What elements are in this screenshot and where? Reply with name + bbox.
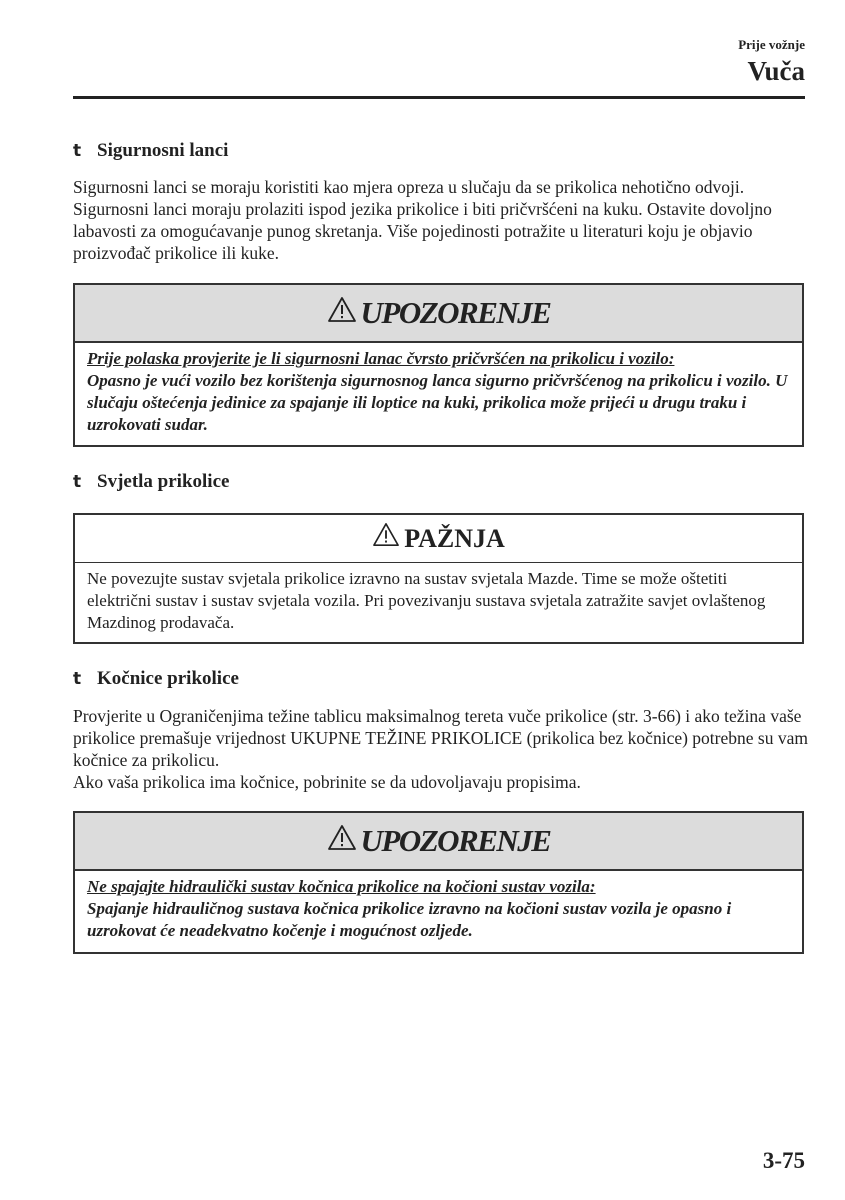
caution-box-header xyxy=(75,515,802,563)
warning-text: Spajanje hidrauličnog sustava kočnica prikolice izravno na kočioni sustav vozila je opasno i uzrokovat će neadekvatno kočenje i mogućnost ozljede. xyxy=(87,899,732,940)
warning-title: UPOZORENJE xyxy=(360,295,551,330)
header-section-label: Prije vožnje xyxy=(738,37,805,52)
warning-title: UPOZORENJE xyxy=(360,823,551,858)
section-bullet: t xyxy=(73,669,82,689)
warning-box-brakes xyxy=(73,811,804,954)
chains-paragraph: Sigurnosni lanci se moraju koristiti kao mjera opreza u slučaju da se prikolica nehotično odvoji. Sigurnosni lanci moraju prolaziti ispod jezika prikolice i biti pričvršćeni na kuku. Ostavite dovoljno labavosti za omogućavanje punog skretanja. Više pojedinosti potražite u literaturi koju je objavio proizvođač prikolice ili kuke. xyxy=(73,177,772,263)
caution-title: PAŽNJA xyxy=(404,524,505,553)
brakes-paragraph-1: Provjerite u Ograničenjima težine tablicu maksimalnog tereta vuče prikolice (str. 3-66) i ako težina vaše prikolice premašuje vrijednost UKUPNE TEŽINE PRIKOLICE (prikolica bez kočnice) potrebne su vam kočnice za prikolicu. xyxy=(73,706,808,770)
warning-triangle-icon xyxy=(372,519,400,567)
section-heading-lights xyxy=(73,471,229,493)
section-heading-brakes xyxy=(73,668,239,690)
warning-triangle-icon xyxy=(327,819,357,875)
page-number: 3-75 xyxy=(762,1148,805,1173)
caution-body: Ne povezujte sustav svjetala prikolice izravno na sustav svjetala Mazde. Time se može oštetiti električni sustav i sustav svjetala vozila. Pri povezivanju sustava svjetala zatražite savjet ovlaštenog Mazdinog prodavača. xyxy=(87,569,766,632)
brakes-paragraph xyxy=(73,705,813,793)
section-heading-text: Svjetla prikolice xyxy=(97,471,230,492)
section-heading-text: Sigurnosni lanci xyxy=(97,140,229,161)
caution-box-lights xyxy=(73,513,804,644)
section-heading-text: Kočnice prikolice xyxy=(97,668,239,689)
section-bullet: t xyxy=(73,472,82,492)
warning-box-header xyxy=(75,813,802,871)
warning-lead: Prije polaska provjerite je li sigurnosni lanac čvrsto pričvršćen na prikolicu i vozilo: xyxy=(87,349,675,368)
warning-body xyxy=(75,871,802,948)
section-heading-chains xyxy=(73,140,228,162)
section-bullet: t xyxy=(73,141,82,161)
brakes-paragraph-2: Ako vaša prikolica ima kočnice, pobrinite se da udovoljavaju propisima. xyxy=(73,772,581,792)
warning-triangle-icon xyxy=(327,291,357,347)
warning-body xyxy=(75,343,802,442)
warning-lead: Ne spajajte hidraulički sustav kočnica prikolice na kočioni sustav vozila: xyxy=(87,877,596,896)
warning-box-chains xyxy=(73,283,804,447)
header-divider xyxy=(73,96,805,99)
warning-text: Opasno je vući vozilo bez korištenja sigurnosnog lanca sigurno pričvršćenog na prikolicu i vozilo. U slučaju oštećenja jedinice za spajanje ili loptice na kuki, prikolica može prijeći u drugu traku i uzrokovati sudar. xyxy=(87,371,788,434)
page-title: Vuča xyxy=(747,56,805,86)
warning-box-header xyxy=(75,285,802,343)
